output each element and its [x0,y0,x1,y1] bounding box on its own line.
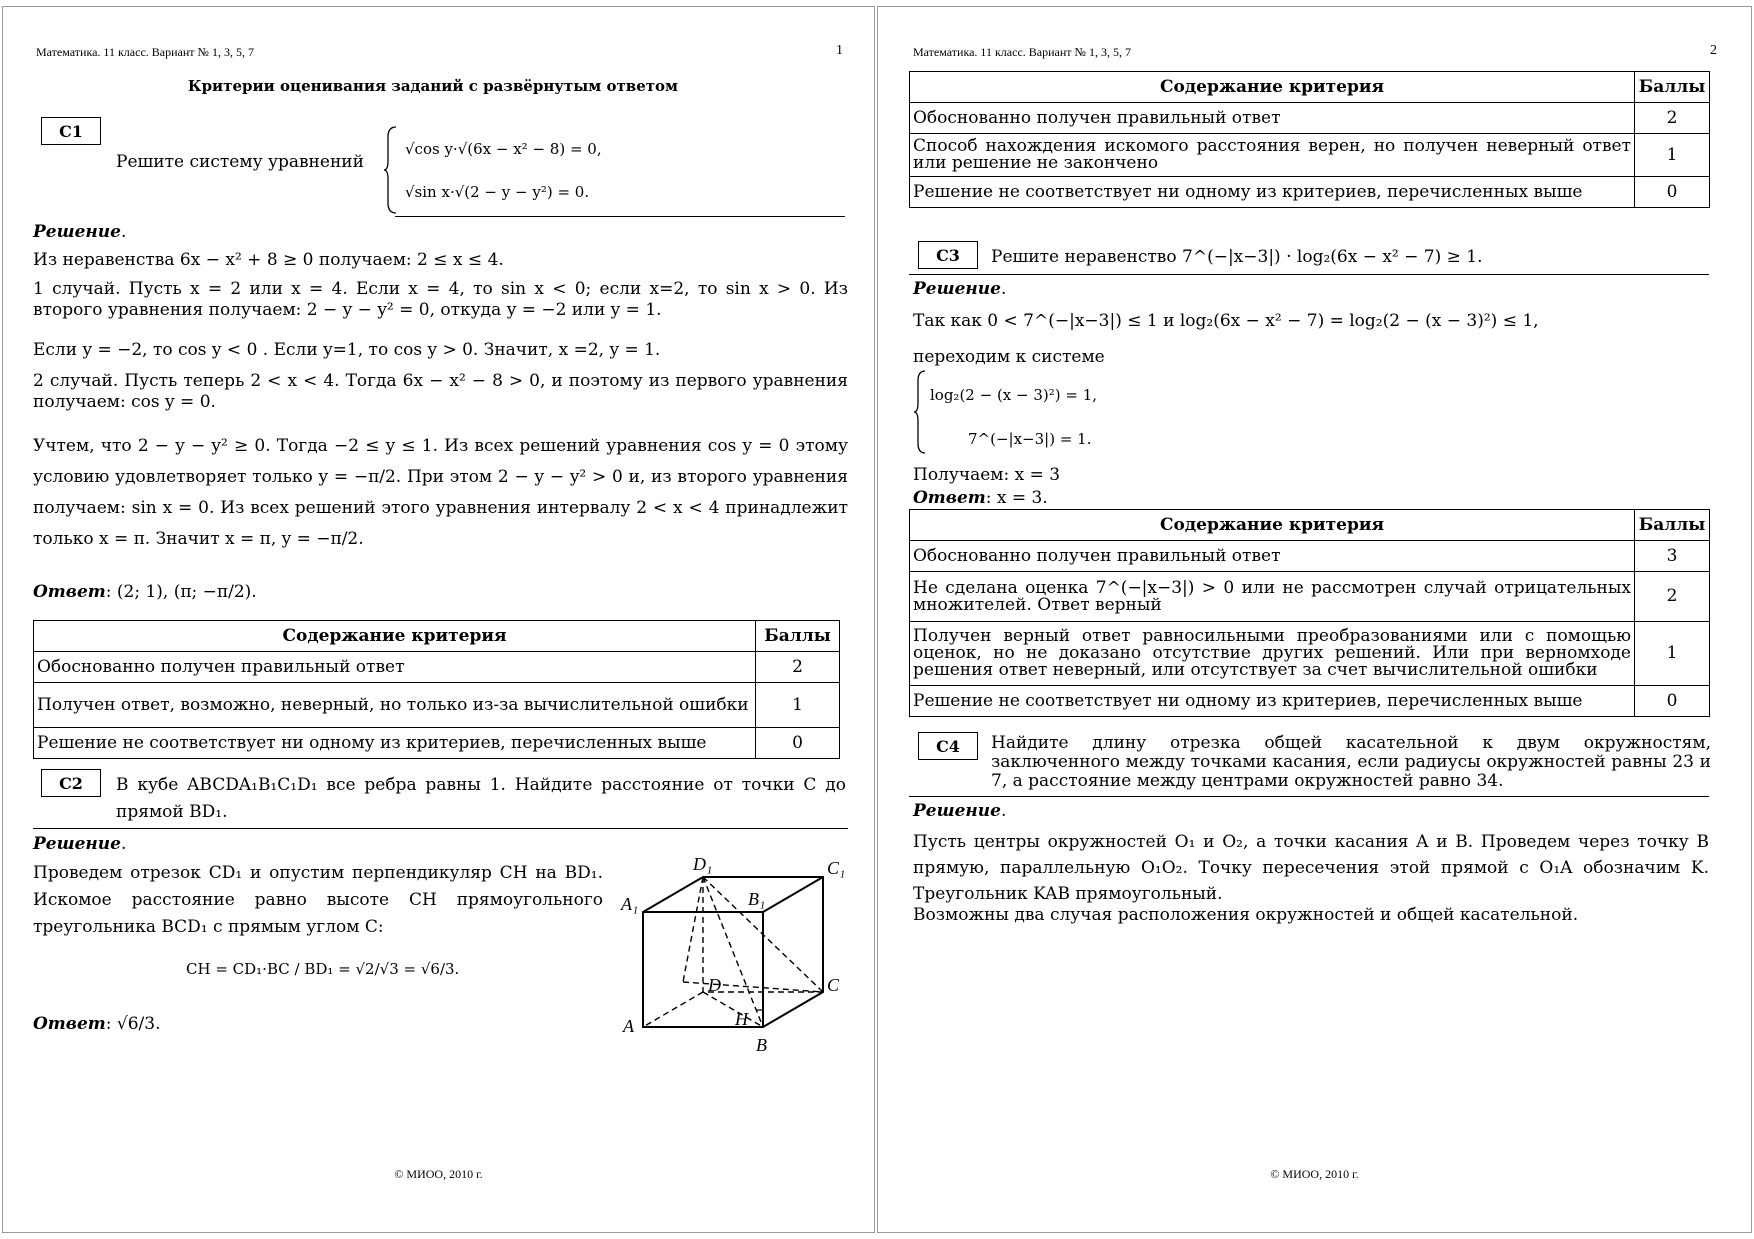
score-cell: 1 [1635,622,1710,686]
solution-heading: Решение. [913,801,1007,821]
criteria-table [909,71,1710,208]
answer: Ответ: x = 3. [913,488,1048,508]
vertex-label: B [756,1035,767,1055]
c3-system-eq-1: log₂(2 − (x − 3)²) = 1, [930,386,1098,404]
vertex-label: A₁ [621,894,639,914]
cube-figure [613,852,853,1062]
task-tag-c4: С4 [918,732,978,760]
page-number: 2 [1710,43,1717,58]
criterion-cell: Решение не соответствует ни одному из критериев, перечисленных выше [34,728,756,759]
c3-system-eq-2: 7^(−|x−3|) = 1. [968,430,1092,448]
c1-solution-line: Из неравенства 6x − x² + 8 ≥ 0 получаем: 2 ≤ x ≤ 4. [33,250,504,270]
answer-value: (2; 1), (π; −π/2). [116,582,257,602]
c3-solution-line: Так как 0 < 7^(−|x−3|) ≤ 1 и log₂(6x − x² − 7) = log₂(2 − (x − 3)²) ≤ 1, [913,311,1539,331]
c2-prompt: В кубе ABCDA₁B₁C₁D₁ все ребра равны 1. Найдите расстояние от точки C до прямой BD₁. [116,775,846,822]
task-tag-c2: С2 [41,769,101,797]
score-cell: 2 [756,652,840,683]
vertex-label: C [827,975,840,995]
page-number: 1 [836,43,843,58]
answer: Ответ: √6/3. [33,1014,161,1034]
answer: Ответ: (2; 1), (π; −π/2). [33,582,257,602]
page-right [877,6,1752,1233]
system-brace [913,369,927,455]
solution-heading: Решение. [33,222,127,242]
criterion-cell: Способ нахождения искомого расстояния верен, но получен неверный ответ или решение не закончено [910,134,1635,177]
c1-equation-1: √cos y·√(6x − x² − 8) = 0, [405,140,602,158]
score-cell: 0 [1635,686,1710,717]
solution-heading: Решение. [33,834,127,854]
score-cell: 1 [756,683,840,728]
c1-solution-line: 2 случай. Пусть теперь 2 < x < 4. Тогда 6x − x² − 8 > 0, и поэтому из первого уравнения получаем: cos y = 0. [33,371,848,412]
c1-solution-line: 1 случай. Пусть x = 2 или x = 4. Если x = 4, то sin x < 0; если x=2, то sin x > 0. Из второго уравнения получаем: 2 − y − y² = 0, откуда y = −2 или y = 1. [33,279,848,320]
criterion-cell: Решение не соответствует ни одному из критериев, перечисленных выше [910,686,1635,717]
column-header: Баллы [1635,510,1710,541]
vertex-label: B₁ [748,889,766,909]
column-header: Баллы [756,621,840,652]
criterion-cell: Получен верный ответ равносильными преобразованиями или с помощью оценок, но не доказано отсутствие других решений. Или при верномходе решения ответ неверный, или отсутствует за счет вычислительной ошибки [910,622,1635,686]
column-header: Содержание критерия [910,72,1635,103]
column-header: Содержание критерия [34,621,756,652]
system-brace [383,125,399,215]
column-header: Баллы [1635,72,1710,103]
score-cell: 0 [756,728,840,759]
solution-heading: Решение. [913,279,1007,299]
c4-solution-text: Пусть центры окружностей O₁ и O₂, а точки касания A и B. Проведем через точку B прямую, параллельную O₁O₂. Точку пересечения этой прямой с O₁A обозначим K. Треугольник KAB прямоугольный. [913,832,1709,904]
c1-solution-line: Учтем, что 2 − y − y² ≥ 0. Тогда −2 ≤ y ≤ 1. Из всех решений уравнения cos y = 0 этому условию удовлетворяет только y = −π/2. При этом 2 − y − y² > 0 и, из второго уравнения получаем: sin x = 0. Из всех решений этого уравнения интервалу 2 < x < 4 принадлежит только x = π. Значит x = π, y = −π/2. [33,436,848,549]
divider [909,274,1709,275]
divider [395,216,845,217]
criteria-table [33,620,840,759]
running-header: Математика. 11 класс. Вариант № 1, 3, 5, 7 [36,45,254,59]
column-header: Содержание критерия [910,510,1635,541]
vertex-label: C₁ [827,858,846,878]
c4-prompt: Найдите длину отрезка общей касательной к двум окружностям, заключенного между точками касания, если радиусы окружностей равны 23 и 7, а расстояние между центрами окружностей равно 34. [991,733,1711,791]
score-cell: 1 [1635,134,1710,177]
c2-formula: CH = CD₁·BC / BD₁ = √2/√3 = √6/3. [186,960,460,978]
c3-solution-line: переходим к системе [913,347,1105,367]
criterion-cell: Не сделана оценка 7^(−|x−3|) > 0 или не рассмотрен случай отрицательных множителей. Ответ верный [910,572,1635,622]
answer-value: √6/3. [116,1014,161,1034]
c3-result: Получаем: x = 3 [913,465,1061,485]
page-left [2,6,875,1233]
criterion-cell: Решение не соответствует ни одному из критериев, перечисленных выше [910,177,1635,208]
answer-value: x = 3. [996,488,1048,508]
score-cell: 3 [1635,541,1710,572]
c1-equation-2: √sin x·√(2 − y − y²) = 0. [405,183,590,201]
c1-prompt: Решите систему уравнений [116,152,364,172]
task-tag-c3: С3 [918,241,978,269]
footer: © МИОО, 2010 г. [394,1167,483,1181]
vertex-label: D [708,975,721,995]
footer: © МИОО, 2010 г. [1270,1167,1359,1181]
vertex-label: D₁ [693,854,713,874]
criterion-cell: Обоснованно получен правильный ответ [34,652,756,683]
vertex-label: A [623,1016,634,1036]
running-header: Математика. 11 класс. Вариант № 1, 3, 5, 7 [913,45,1131,59]
c3-prompt: Решите неравенство 7^(−|x−3|) · log₂(6x − x² − 7) ≥ 1. [991,247,1483,267]
criterion-cell: Обоснованно получен правильный ответ [910,103,1635,134]
vertex-label: H [735,1009,748,1029]
criterion-cell: Обоснованно получен правильный ответ [910,541,1635,572]
divider [909,796,1709,797]
c1-solution-line: Если y = −2, то cos y < 0 . Если y=1, то cos y > 0. Значит, x =2, y = 1. [33,340,661,360]
criteria-table [909,509,1710,717]
c2-solution-text: Проведем отрезок CD₁ и опустим перпендикуляр CH на BD₁. Искомое расстояние равно высоте CH прямоугольного треугольника BCD₁ с прямым углом C: [33,863,603,937]
score-cell: 0 [1635,177,1710,208]
score-cell: 2 [1635,103,1710,134]
c4-solution-text: Возможны два случая расположения окружностей и общей касательной. [913,905,1579,925]
divider [33,828,848,829]
criterion-cell: Получен ответ, возможно, неверный, но только из-за вычислительной ошибки [34,683,756,728]
score-cell: 2 [1635,572,1710,622]
page-title: Критерии оценивания заданий с развёрнутым ответом [187,77,679,95]
task-tag-c1: С1 [41,117,101,145]
